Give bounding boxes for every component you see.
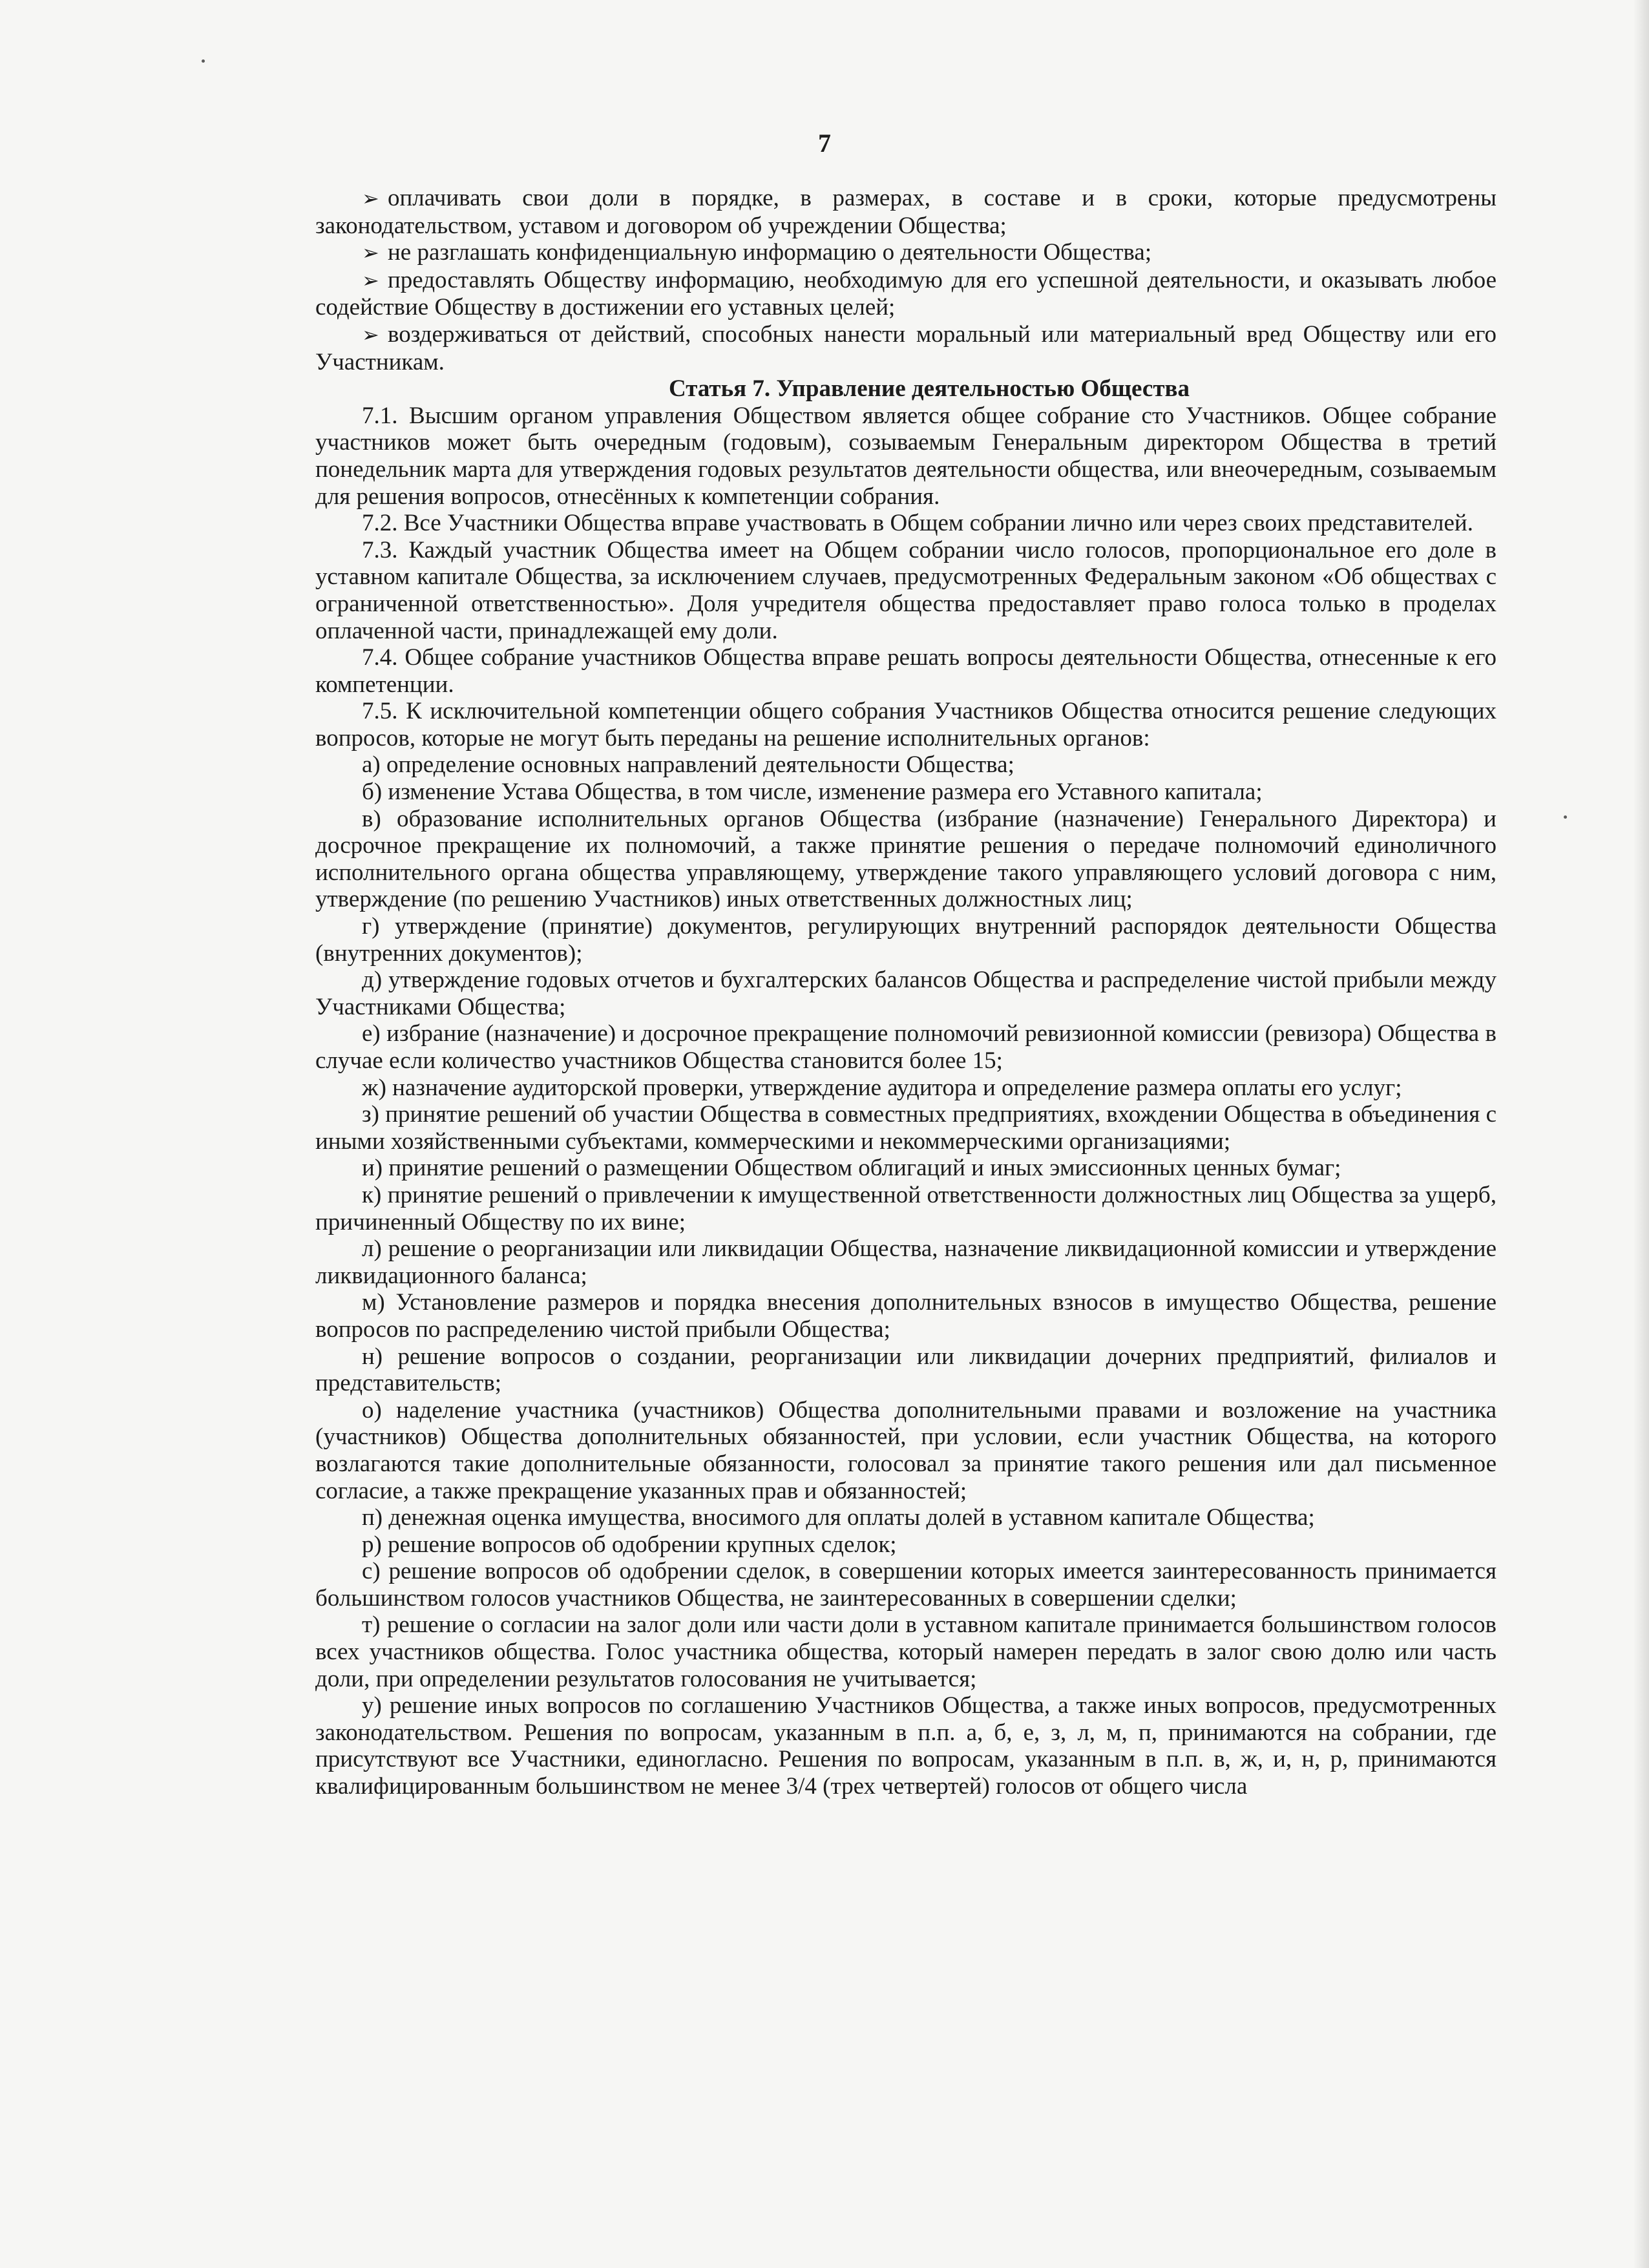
list-item: о) наделение участника (участников) Общества дополнительными правами и возложение на участника (участников) Общества дополнительных обязанностей, при условии, если участник Общества, на которого возлагаются такие дополнительные обязанности, голосовал за принятие такого решения или дал письменное согласие, а также прекращение указанных прав и обязанностей;: [315, 1396, 1497, 1504]
article-paragraphs: [315, 403, 1497, 752]
list-item: в) образование исполнительных органов Общества (избрание (назначение) Генерального Директора) и досрочное прекращение их полномочий, а также принятие решения о передаче полномочий единоличного исполнительного органа общества управляющему, утверждение такого управляющего условий договора с ним, утверждение (по решению Участников) иных ответственных должностных лиц;: [315, 805, 1497, 913]
document-body: [315, 185, 1497, 1800]
list-item: н) решение вопросов о создании, реорганизации или ликвидации дочерних предприятий, филиалов и представительств;: [315, 1343, 1497, 1397]
article-title: Статья 7. Управление деятельностью Общества: [669, 375, 1190, 403]
scan-speck: [1564, 815, 1567, 819]
bullet-text: воздерживаться от действий, способных нанести моральный или материальный вред Обществу или его Участникам.: [315, 320, 1497, 375]
list-item: ж) назначение аудиторской проверки, утверждение аудитора и определение размера оплаты его услуг;: [362, 1074, 1402, 1101]
bullet-text: не разглашать конфиденциальную информацию о деятельности Общества;: [388, 239, 1152, 266]
paragraph: 7.3. Каждый участник Общества имеет на Общем собрании число голосов, пропорциональное его доле в уставном капитале Общества, за исключением случаев, предусмотренных Федеральным законом «Об обществах с ограниченной ответственностью». Доля учредителя общества предоставляет право голоса только в проделах оплаченной части, принадлежащей ему доли.: [315, 536, 1497, 644]
arrow-bullet-icon: ➢: [362, 268, 379, 293]
list-item: а) определение основных направлений деятельности Общества;: [362, 751, 1014, 779]
list-item: т) решение о согласии на залог доли или части доли в уставном капитале принимается большинством голосов всех участников общества. Голос участника общества, который намерен передать в залог свою долю или часть доли, при определении результатов голосования не учитывается;: [315, 1612, 1497, 1692]
list-item: б) изменение Устава Общества, в том числе, изменение размера его Уставного капитала;: [362, 779, 1263, 806]
competence-list: [315, 751, 1497, 1800]
list-item: и) принятие решений о размещении Обществом облигаций и иных эмиссионных ценных бумаг;: [362, 1155, 1341, 1182]
list-item: с) решение вопросов об одобрении сделок, в совершении которых имеется заинтересованность принимается большинством голосов участников Общества, не заинтересованных в совершении сделки;: [315, 1558, 1497, 1612]
list-item: [315, 185, 1497, 239]
paragraph: 7.5. К исключительной компетенции общего собрания Участников Общества относится решение следующих вопросов, которые не могут быть переданы на решение исполнительных органов:: [315, 698, 1497, 751]
list-item: д) утверждение годовых отчетов и бухгалтерских балансов Общества и распределение чистой прибыли между Участниками Общества;: [315, 967, 1497, 1020]
arrow-bullet-icon: ➢: [362, 240, 379, 266]
arrow-bullet-icon: ➢: [362, 322, 379, 347]
list-item: р) решение вопросов об одобрении крупных сделок;: [362, 1531, 897, 1558]
arrow-bullet-icon: ➢: [362, 186, 379, 211]
scan-edge: [1633, 0, 1649, 2268]
list-item: з) принятие решений об участии Общества в совместных предприятиях, вхождении Общества в объединения с иными хозяйственными субъектами, коммерческими и некоммерческими организациями;: [315, 1101, 1497, 1155]
list-item: [315, 267, 1497, 321]
list-item: л) решение о реорганизации или ликвидации Общества, назначение ликвидационной комиссии и утверждение ликвидационного баланса;: [315, 1235, 1497, 1289]
list-item: у) решение иных вопросов по соглашению Участников Общества, а также иных вопросов, предусмотренных законодательством. Решения по вопросам, указанным в п.п. а, б, е, з, л, м, п, принимаются на собрании, где присутствуют все Участники, единогласно. Решения по вопросам, указанным в п.п. в, ж, и, н, р, принимаются квалифицированным большинством не менее 3/4 (трех четвертей) голосов от общего числа: [315, 1692, 1497, 1800]
obligations-list: [315, 185, 1497, 375]
list-item: п) денежная оценка имущества, вносимого для оплаты долей в уставном капитале Общества;: [362, 1504, 1315, 1531]
list-item: е) избрание (назначение) и досрочное прекращение полномочий ревизионной комиссии (ревизора) Общества в случае если количество участников Общества становится более 15;: [315, 1020, 1497, 1074]
paragraph: 7.4. Общее собрание участников Общества вправе решать вопросы деятельности Общества, отнесенные к его компетенции.: [315, 644, 1497, 698]
list-item: [315, 239, 1497, 267]
paragraph: 7.1. Высшим органом управления Обществом является общее собрание сто Участников. Общее собрание участников может быть очередным (годовым), созываемым Генеральным директором Общества в третий понедельник марта для утверждения годовых результатов деятельности общества, или внеочередным, созываемым для решения вопросов, отнесённых к компетенции собрания.: [315, 402, 1497, 510]
paragraph: 7.2. Все Участники Общества вправе участвовать в Общем собрании лично или через своих представителей.: [362, 510, 1473, 537]
list-item: м) Установление размеров и порядка внесения дополнительных взносов в имущество Общества, решение вопросов по распределению чистой прибыли Общества;: [315, 1289, 1497, 1343]
scan-speck: [202, 59, 205, 63]
list-item: к) принятие решений о привлечении к имущественной ответственности должностных лиц Общества за ущерб, причиненный Обществу по их вине;: [315, 1181, 1497, 1235]
bullet-text: предоставлять Обществу информацию, необходимую для его успешной деятельности, и оказывать любое содействие Обществу в достижении его уставных целей;: [315, 266, 1497, 321]
list-item: [315, 321, 1497, 375]
page-number: 7: [818, 129, 831, 158]
list-item: г) утверждение (принятие) документов, регулирующих внутренний распорядок деятельности Общества (внутренних документов);: [315, 913, 1497, 967]
bullet-text: оплачивать свои доли в порядке, в размерах, в составе и в сроки, которые предусмотрены законодательством, уставом и договором об учреждении Общества;: [315, 185, 1497, 239]
